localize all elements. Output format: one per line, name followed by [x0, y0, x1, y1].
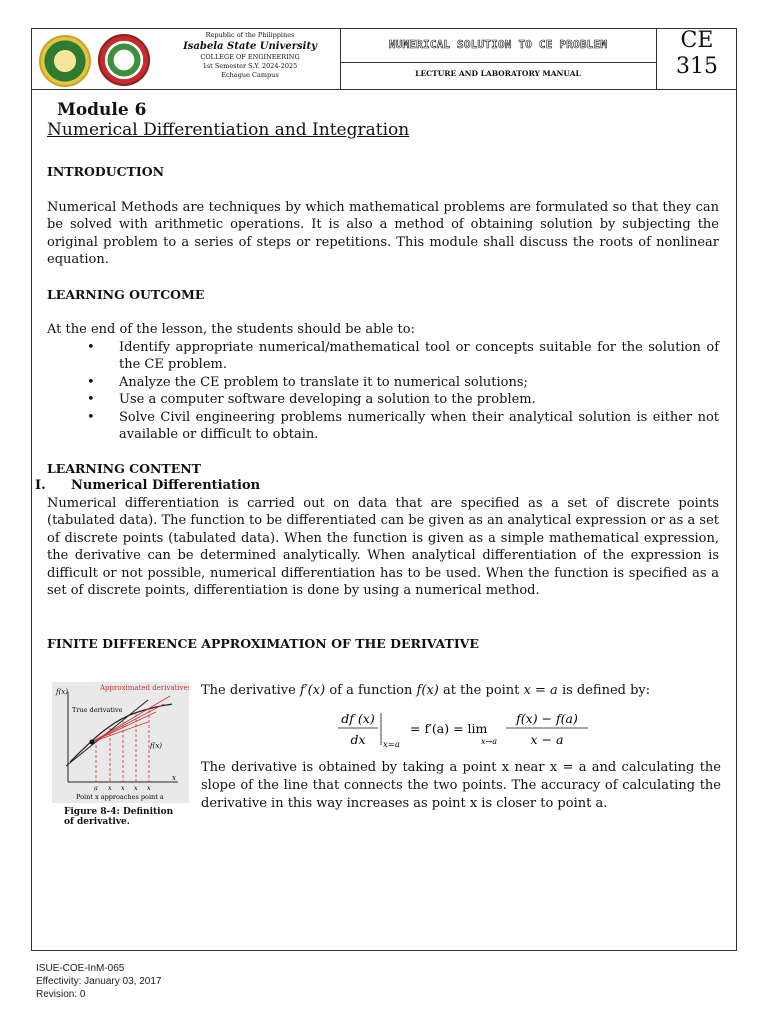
university-name: Isabela State University — [183, 41, 317, 52]
evaluation-subscript: x=a — [383, 740, 400, 750]
limit-subscript: x→a — [481, 737, 497, 746]
learning-content-heading: LEARNING CONTENT — [47, 460, 201, 476]
learning-outcome-lead: At the end of the lesson, the students should be able to: — [47, 322, 415, 337]
derivative-definition — [201, 682, 721, 700]
lhs-numerator: df (x) — [341, 711, 375, 726]
fprime-symbol: f′(x) — [299, 683, 326, 698]
university-block — [161, 28, 339, 79]
module-title: Module 6 — [57, 100, 147, 120]
list-item: • Analyze the CE problem to translate it to numerical solutions; — [87, 374, 719, 392]
derivative-graph — [52, 682, 189, 827]
rhs-numerator: f(x) − f(a) — [516, 711, 578, 726]
revision-number: Revision: 0 — [36, 989, 86, 1000]
rhs-denominator: x − a — [530, 732, 564, 747]
approx-label: Approximated derivatives — [100, 684, 189, 692]
isu-seal-logo — [39, 35, 91, 87]
x-axis-label: x — [172, 774, 176, 782]
section-heading — [35, 477, 719, 495]
tick-label-a: a — [94, 784, 98, 792]
learning-outcome-heading: LEARNING OUTCOME — [47, 286, 205, 302]
college-engineering-logo — [98, 34, 150, 86]
header-divider — [340, 62, 656, 63]
republic-text: Republic of the Philippines — [205, 31, 295, 39]
curve-label: f(x) — [150, 742, 163, 750]
effectivity-date: Effectivity: January 03, 2017 — [36, 976, 162, 987]
document-header — [31, 28, 737, 90]
manual-title: NUMERICAL SOLUTION TO CE PROBLEM — [388, 38, 608, 51]
document-footer — [36, 962, 161, 1001]
course-code-prefix: CE — [680, 28, 714, 53]
list-item: • Use a computer software developing a solution to the problem. — [87, 391, 719, 409]
lhs-denominator: dx — [350, 732, 366, 747]
course-code-number: 315 — [676, 54, 718, 79]
list-item: • Identify appropriate numerical/mathematical tool or concepts suitable for the solution of the CE problem. — [87, 339, 719, 374]
tick-label-x: x — [134, 784, 138, 792]
numerical-differentiation-text: Numerical differentiation is carried out on data that are specified as a set of discrete points (tabulated data). The function to be differentiated can be given as an analytical expression or as a set of discrete points (tabulated data). When the function is given as a simple mathematical expression, the derivative can be determined analytically. When analytical differentiation of the expression is difficult or not possible, numerical differentiation has to be used. When the function is specified as a set of discrete points, differentiation is done by using a numerical method. — [47, 495, 719, 598]
point-a-marker — [89, 739, 94, 744]
definition-text: at the point — [442, 683, 520, 698]
college-name: COLLEGE OF ENGINEERING — [200, 53, 300, 61]
y-axis-label: f(x) — [56, 688, 69, 696]
formula-svg — [338, 709, 598, 751]
campus-text: Echague Campus — [221, 71, 279, 79]
manual-subtitle: LECTURE AND LABORATORY MANUAL — [415, 69, 581, 78]
module-subtitle: Numerical Differentiation and Integration — [47, 119, 410, 140]
point-note: Point x approaches point a — [76, 793, 164, 801]
derivative-explanation: The derivative is obtained by taking a point x near x = a and calculating the slope of the line that connects the two points. The accuracy of calculating the derivative in this way increases as point x is closer to point a. — [201, 760, 721, 811]
definition-text: of a function — [329, 683, 413, 698]
tick-label-x: x — [108, 784, 112, 792]
fx-symbol: f(x) — [416, 683, 439, 698]
main-content — [35, 100, 719, 652]
point-symbol: x = a — [523, 683, 558, 698]
section-number: I. — [35, 478, 46, 493]
list-item: • Solve Civil engineering problems numerically when their analytical solution is either not available or difficult to obtain. — [87, 409, 719, 444]
course-code — [657, 28, 737, 80]
section-title: Numerical Differentiation — [71, 478, 261, 493]
definition-text: is defined by: — [561, 683, 651, 698]
introduction-text: Numerical Methods are techniques by which mathematical problems are formulated so that they can be solved with arithmetic operations. It is also a method of obtaining solution by subjecting the original problem to a series of steps or repetitions. This module shall discuss the roots of nonlinear equation. — [47, 199, 719, 267]
finite-difference-heading: FINITE DIFFERENCE APPROXIMATION OF THE DERIVATIVE — [47, 635, 479, 651]
derivative-formula — [338, 709, 598, 751]
document-code: ISUE-COE-InM-065 — [36, 963, 125, 974]
derivative-definition-figure — [52, 682, 189, 827]
outcome-list — [87, 339, 719, 444]
tick-label-x: x — [147, 784, 151, 792]
figure-caption: Figure 8-4: Definition of derivative. — [64, 807, 174, 827]
introduction-heading: INTRODUCTION — [47, 164, 165, 179]
tick-label-x: x — [121, 784, 125, 792]
true-derivative-label: True derivative — [72, 706, 123, 714]
semester-text: 1st Semester S.Y. 2024-2025 — [202, 62, 298, 70]
formula-middle: = f′(a) = lim — [410, 721, 488, 736]
definition-text: The derivative — [201, 683, 296, 698]
